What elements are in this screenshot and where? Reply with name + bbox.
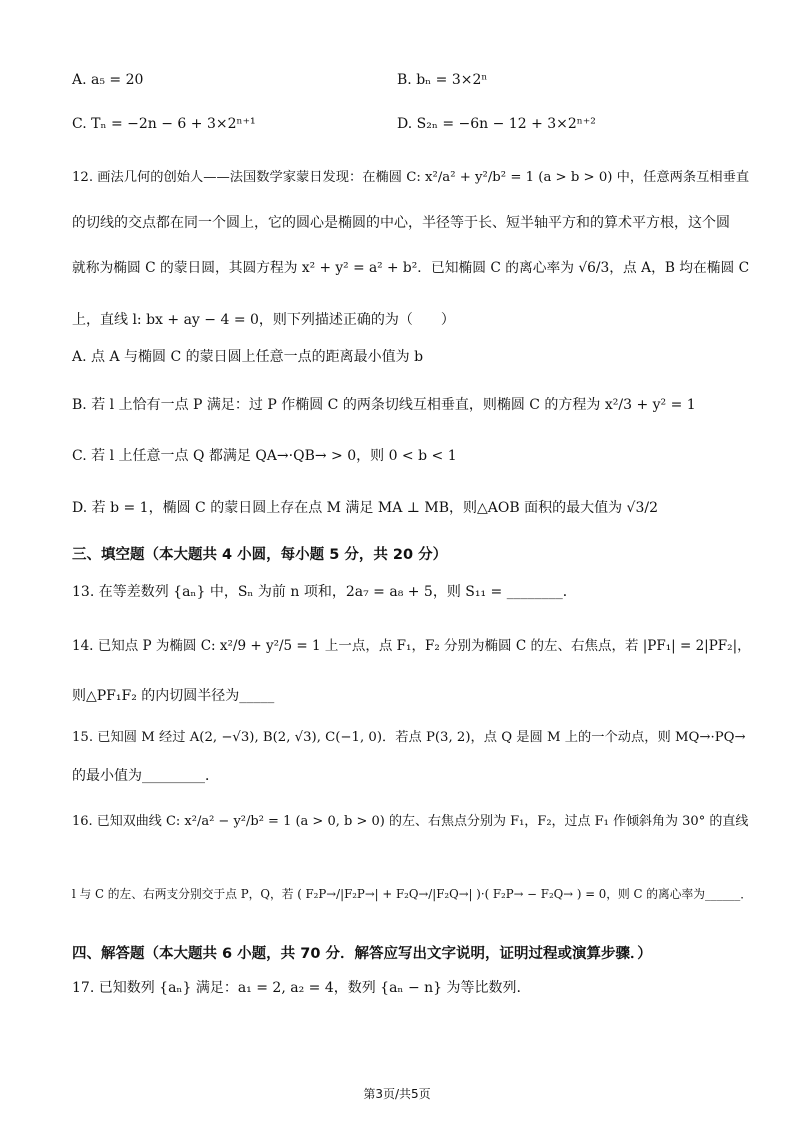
q12-stem-line-1: 12. 画法几何的创始人——法国数学家蒙日发现：在椭圆 C: x²/a² + y²/b² = 1 (a > b > 0) 中，任意两条互相垂直 bbox=[72, 170, 750, 185]
q15-text-line-2: 的最小值为_________． bbox=[72, 768, 219, 784]
q11-option-c: C. Tₙ = −2n − 6 + 3×2ⁿ⁺¹ bbox=[72, 116, 256, 132]
q11-option-a: A. a₅ = 20 bbox=[72, 72, 144, 88]
q12-option-a: A. 点 A 与椭圆 C 的蒙日圆上任意一点的距离最小值为 b bbox=[72, 349, 424, 365]
q11-option-d: D. S₂ₙ = −6n − 12 + 3×2ⁿ⁺² bbox=[397, 116, 596, 132]
q12-option-b: B. 若 l 上恰有一点 P 满足：过 P 作椭圆 C 的两条切线互相垂直，则椭圆 C 的方程为 x²/3 + y² = 1 bbox=[72, 397, 696, 413]
q12-stem-line-2: 的切线的交点都在同一个圆上，它的圆心是椭圆的中心，半径等于长、短半轴平方和的算术平方根，这个圆 bbox=[72, 215, 730, 231]
q15-text-line-1: 15. 已知圆 M 经过 A(2, −√3), B(2, √3), C(−1, 0)．若点 P(3, 2)，点 Q 是圆 M 上的一个动点，则 MQ→·PQ→ bbox=[72, 730, 746, 745]
q13-text: 13. 在等差数列 {aₙ} 中，Sₙ 为前 n 项和，2a₇ = a₈ + 5，则 S₁₁ = ________． bbox=[72, 584, 577, 600]
section-4-heading: 四、解答题（本大题共 6 小题，共 70 分．解答应写出文字说明，证明过程或演算步骤．） bbox=[72, 946, 652, 962]
q12-option-d: D. 若 b = 1，椭圆 C 的蒙日圆上存在点 M 满足 MA ⊥ MB，则△AOB 面积的最大值为 √3/2 bbox=[72, 500, 659, 516]
q16-text-line-2: l 与 C 的左、右两支分别交于点 P，Q，若 ( F₂P→/|F₂P→| + F₂Q→/|F₂Q→| )·( F₂P→ − F₂Q→ ) = 0，则 C 的离心率为______． bbox=[72, 887, 752, 901]
q11-option-b: B. bₙ = 3×2ⁿ bbox=[397, 72, 488, 88]
q12-option-c: C. 若 l 上任意一点 Q 都满足 QA→·QB→ > 0，则 0 < b < 1 bbox=[72, 448, 457, 464]
q14-text-line-1: 14. 已知点 P 为椭圆 C: x²/9 + y²/5 = 1 上一点，点 F₁，F₂ 分别为椭圆 C 的左、右焦点，若 |PF₁| = 2|PF₂|， bbox=[72, 638, 751, 654]
page-footer: 第3页/共5页 bbox=[363, 1087, 431, 1101]
q17-text: 17. 已知数列 {aₙ} 满足：a₁ = 2, a₂ = 4，数列 {aₙ − n} 为等比数列. bbox=[72, 980, 521, 996]
q14-text-line-2: 则△PF₁F₂ 的内切圆半径为_____ bbox=[72, 688, 275, 704]
q12-stem-line-3: 就称为椭圆 C 的蒙日圆，其圆方程为 x² + y² = a² + b²．已知椭圆 C 的离心率为 √6/3，点 A，B 均在椭圆 C bbox=[72, 260, 750, 276]
q12-stem-line-4: 上，直线 l: bx + ay − 4 = 0，则下列描述正确的为（ ） bbox=[72, 312, 455, 328]
q16-text-line-1: 16. 已知双曲线 C: x²/a² − y²/b² = 1 (a > 0, b > 0) 的左、右焦点分别为 F₁，F₂，过点 F₁ 作倾斜角为 30° 的直线 bbox=[72, 814, 749, 829]
section-3-heading: 三、填空题（本大题共 4 小圆，每小题 5 分，共 20 分） bbox=[72, 547, 448, 563]
